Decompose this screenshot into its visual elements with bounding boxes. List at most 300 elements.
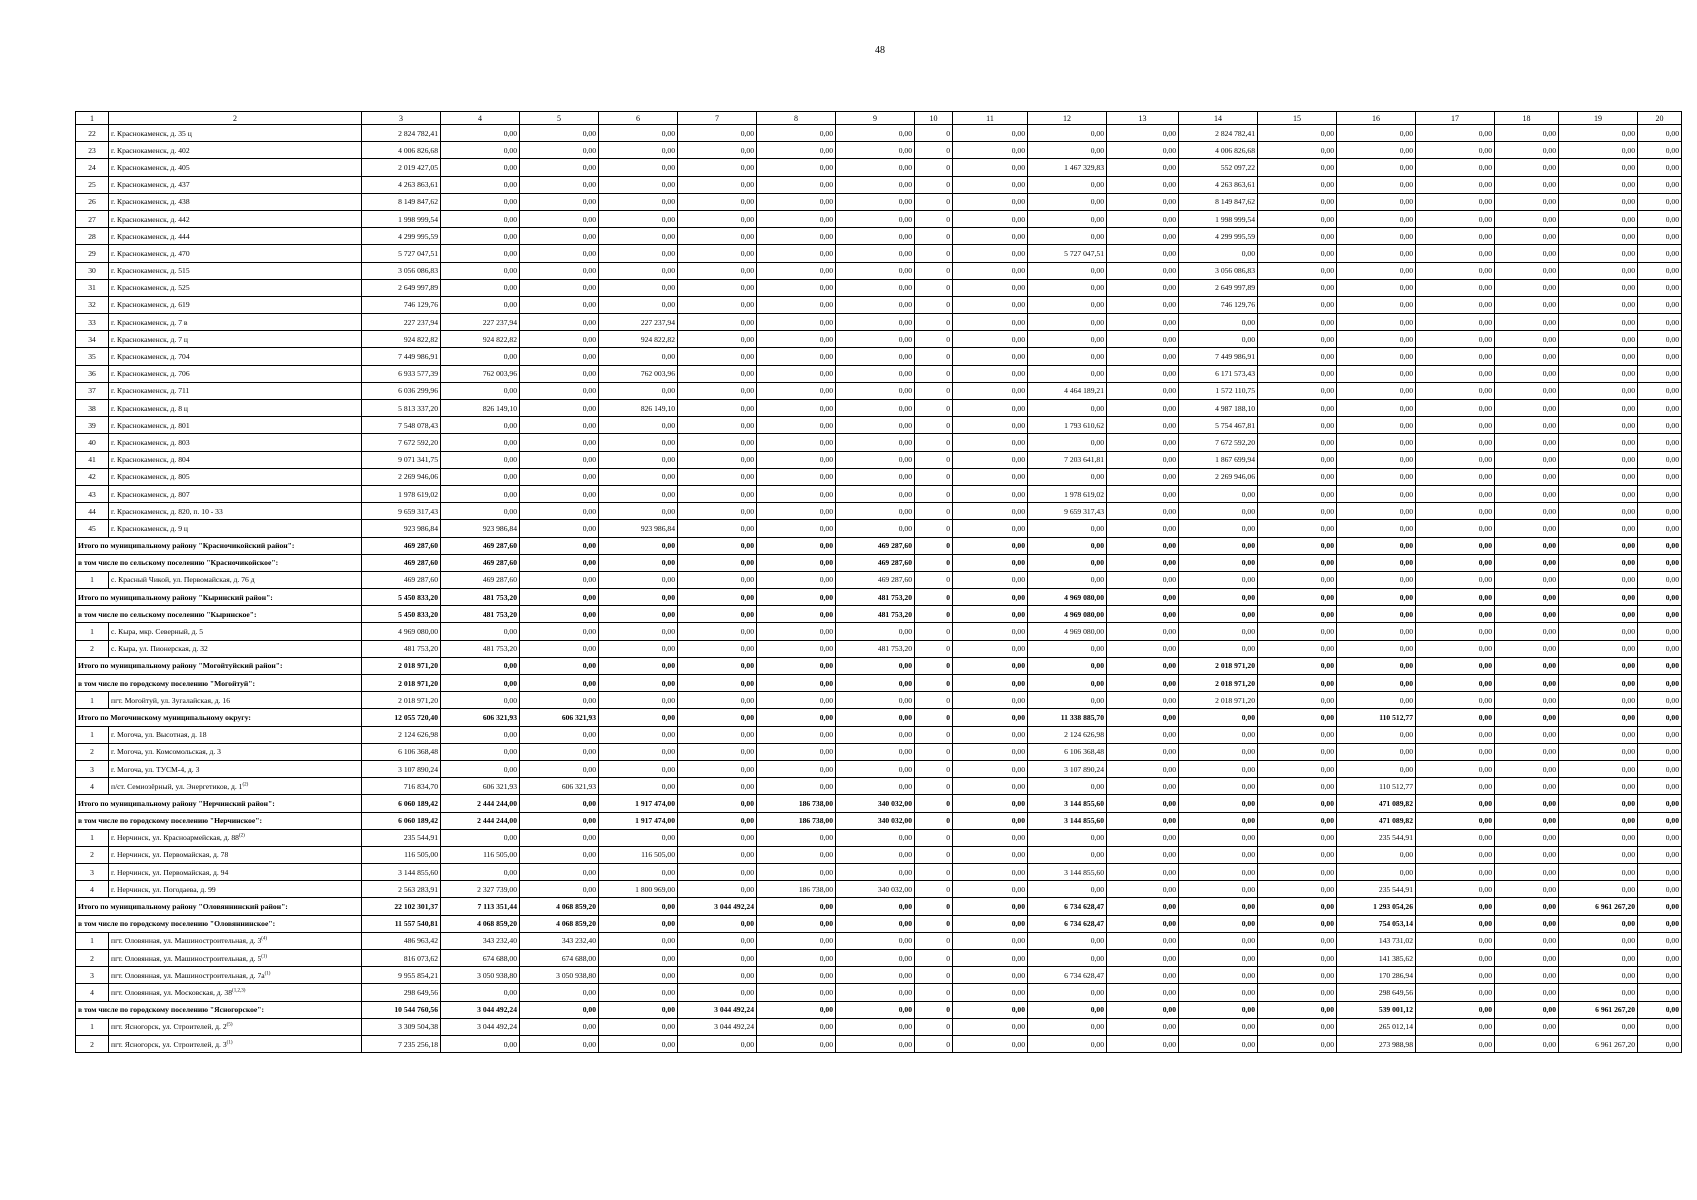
amount-cell: 0,00 (520, 434, 599, 451)
address-cell (109, 193, 362, 210)
amount-cell: 0,00 (1495, 468, 1559, 485)
address-text: г. Краснокаменск, д. 470 (111, 248, 190, 258)
amount-cell: 0,00 (1416, 262, 1495, 279)
amount-cell: 0,00 (678, 726, 757, 743)
table-row (76, 829, 1682, 846)
amount-cell: 0,00 (953, 623, 1028, 640)
amount-cell: 0,00 (1107, 348, 1179, 365)
amount-cell: 0,00 (1337, 365, 1416, 382)
amount-cell: 6 933 577,39 (362, 365, 441, 382)
amount-cell: 170 286,94 (1337, 967, 1416, 984)
amount-cell: 227 237,94 (362, 314, 441, 331)
amount-cell: 0,00 (757, 142, 836, 159)
amount-cell: 0,00 (1495, 778, 1559, 795)
address-text: с. Кыра, ул. Пионерская, д. 32 (111, 644, 208, 654)
amount-cell: 0,00 (953, 950, 1028, 967)
amount-cell: 0 (915, 898, 953, 915)
amount-cell: 9 659 317,43 (362, 503, 441, 520)
amount-cell: 0,00 (520, 468, 599, 485)
amount-cell: 0,00 (678, 950, 757, 967)
amount-cell: 340 032,00 (836, 881, 915, 898)
amount-cell: 0,00 (441, 434, 520, 451)
amount-cell: 0,00 (441, 657, 520, 674)
table-row (76, 623, 1682, 640)
amount-cell: 2 269 946,06 (1179, 468, 1258, 485)
amount-cell: 0,00 (836, 485, 915, 502)
amount-cell: 343 232,40 (520, 932, 599, 949)
amount-cell: 0,00 (599, 743, 678, 760)
amount-cell: 1 917 474,00 (599, 795, 678, 812)
amount-cell: 1 998 999,54 (1179, 210, 1258, 227)
amount-cell: 0,00 (1107, 571, 1179, 588)
amount-cell: 0,00 (1107, 950, 1179, 967)
amount-cell: 0,00 (757, 1035, 836, 1052)
address-cell (109, 262, 362, 279)
amount-cell: 0,00 (757, 296, 836, 313)
amount-cell: 0 (915, 210, 953, 227)
amount-cell: 0,00 (1638, 210, 1682, 227)
table-row (76, 1035, 1682, 1052)
amount-cell: 0,00 (1638, 950, 1682, 967)
row-number: 34 (76, 331, 109, 348)
address-cell (109, 950, 362, 967)
amount-cell: 0,00 (1179, 640, 1258, 657)
amount-cell: 0,00 (1638, 451, 1682, 468)
row-number: 43 (76, 485, 109, 502)
amount-cell: 0,00 (836, 778, 915, 795)
amount-cell: 0,00 (599, 898, 678, 915)
amount-cell: 0,00 (1179, 1035, 1258, 1052)
amount-cell: 0,00 (520, 881, 599, 898)
address-text: г. Краснокаменск, д. 35 ц (111, 128, 192, 138)
amount-cell: 0,00 (1638, 657, 1682, 674)
amount-cell: 0,00 (1337, 640, 1416, 657)
amount-cell: 0,00 (1258, 503, 1337, 520)
amount-cell: 0,00 (1416, 743, 1495, 760)
amount-cell: 0,00 (1258, 159, 1337, 176)
amount-cell: 0,00 (520, 726, 599, 743)
subtotal-row (76, 1001, 1682, 1018)
amount-cell: 0 (915, 314, 953, 331)
amount-cell: 0,00 (757, 571, 836, 588)
amount-cell: 0,00 (836, 400, 915, 417)
amount-cell: 0,00 (1179, 881, 1258, 898)
amount-cell: 0,00 (599, 262, 678, 279)
amount-cell: 0,00 (1416, 554, 1495, 571)
amount-cell: 0 (915, 365, 953, 382)
amount-cell: 0,00 (836, 159, 915, 176)
amount-cell: 0,00 (757, 760, 836, 777)
amount-cell: 0,00 (1495, 554, 1559, 571)
amount-cell: 0,00 (678, 228, 757, 245)
amount-cell: 0,00 (441, 296, 520, 313)
amount-cell: 6 060 189,42 (362, 812, 441, 829)
amount-cell: 273 988,98 (1337, 1035, 1416, 1052)
amount-cell: 0,00 (1107, 485, 1179, 502)
amount-cell: 754 053,14 (1337, 915, 1416, 932)
amount-cell: 0,00 (757, 829, 836, 846)
amount-cell: 0,00 (1416, 846, 1495, 863)
amount-cell: 0,00 (1638, 1001, 1682, 1018)
amount-cell: 924 822,82 (599, 331, 678, 348)
amount-cell: 0 (915, 778, 953, 795)
amount-cell: 0,00 (757, 468, 836, 485)
amount-cell: 0,00 (441, 1035, 520, 1052)
amount-cell: 0,00 (1495, 193, 1559, 210)
address-cell (109, 417, 362, 434)
amount-cell: 0,00 (836, 296, 915, 313)
amount-cell: 0,00 (953, 571, 1028, 588)
amount-cell: 0,00 (1559, 709, 1638, 726)
amount-cell: 1 293 054,26 (1337, 898, 1416, 915)
amount-cell: 0,00 (599, 950, 678, 967)
amount-cell: 0,00 (1559, 382, 1638, 399)
amount-cell: 0,00 (1559, 829, 1638, 846)
amount-cell: 0,00 (953, 279, 1028, 296)
amount-cell: 0,00 (1495, 382, 1559, 399)
amount-cell: 0,00 (1337, 296, 1416, 313)
address-text: г. Краснокаменск, д. 442 (111, 214, 190, 224)
amount-cell: 0,00 (520, 331, 599, 348)
amount-cell: 0,00 (1638, 365, 1682, 382)
amount-cell: 606 321,93 (520, 709, 599, 726)
amount-cell: 0 (915, 382, 953, 399)
amount-cell: 0,00 (520, 159, 599, 176)
amount-cell: 0,00 (1559, 142, 1638, 159)
amount-cell: 0,00 (441, 159, 520, 176)
amount-cell: 0,00 (953, 864, 1028, 881)
amount-cell: 0,00 (1258, 314, 1337, 331)
amount-cell: 0,00 (757, 176, 836, 193)
table-row (76, 331, 1682, 348)
amount-cell: 0,00 (953, 932, 1028, 949)
amount-cell: 0,00 (1638, 331, 1682, 348)
amount-cell: 0,00 (678, 657, 757, 674)
amount-cell: 0,00 (1638, 382, 1682, 399)
subtotal-row (76, 554, 1682, 571)
amount-cell: 0,00 (1559, 778, 1638, 795)
row-number: 39 (76, 417, 109, 434)
amount-cell: 0,00 (1638, 589, 1682, 606)
amount-cell: 0,00 (757, 932, 836, 949)
amount-cell: 7 449 986,91 (362, 348, 441, 365)
amount-cell: 7 449 986,91 (1179, 348, 1258, 365)
address-text: г. Могоча, ул. Комсомольская, д. 3 (111, 747, 221, 757)
row-number: 22 (76, 125, 109, 142)
amount-cell: 0,00 (1179, 1018, 1258, 1035)
amount-cell: 0 (915, 760, 953, 777)
amount-cell: 0,00 (836, 915, 915, 932)
amount-cell: 7 672 592,20 (1179, 434, 1258, 451)
amount-cell: 0,00 (1559, 228, 1638, 245)
amount-cell: 0,00 (1495, 365, 1559, 382)
amount-cell: 0,00 (678, 503, 757, 520)
amount-cell: 0,00 (1107, 400, 1179, 417)
amount-cell: 9 659 317,43 (1028, 503, 1107, 520)
amount-cell: 0,00 (1258, 193, 1337, 210)
row-number: 3 (76, 967, 109, 984)
amount-cell: 0,00 (520, 1018, 599, 1035)
amount-cell: 0,00 (1559, 434, 1638, 451)
column-number-cell: 3 (362, 112, 441, 125)
amount-cell: 0,00 (836, 760, 915, 777)
amount-cell: 0,00 (1107, 451, 1179, 468)
amount-cell: 0,00 (757, 262, 836, 279)
amount-cell: 0 (915, 554, 953, 571)
amount-cell: 0 (915, 468, 953, 485)
table-row (76, 365, 1682, 382)
amount-cell: 0,00 (1416, 606, 1495, 623)
amount-cell: 0,00 (1258, 296, 1337, 313)
row-number: 3 (76, 864, 109, 881)
amount-cell: 0,00 (1559, 932, 1638, 949)
amount-cell: 0,00 (1337, 657, 1416, 674)
amount-cell: 0,00 (1258, 984, 1337, 1001)
amount-cell: 2 649 997,89 (1179, 279, 1258, 296)
table-row (76, 210, 1682, 227)
amount-cell: 0,00 (1495, 675, 1559, 692)
amount-cell: 4 263 863,61 (1179, 176, 1258, 193)
amount-cell: 924 822,82 (362, 331, 441, 348)
footnote-marker: (5) (226, 1022, 233, 1028)
amount-cell: 0 (915, 503, 953, 520)
amount-cell: 0,00 (1416, 503, 1495, 520)
amount-cell: 0,00 (599, 451, 678, 468)
amount-cell: 0,00 (678, 846, 757, 863)
address-text: пгт. Оловянная, ул. Машиностроительная, д. 7а (111, 970, 265, 980)
amount-cell: 0 (915, 829, 953, 846)
amount-cell: 0,00 (836, 331, 915, 348)
amount-cell: 0,00 (1107, 743, 1179, 760)
amount-cell: 0,00 (1559, 795, 1638, 812)
amount-cell: 186 738,00 (757, 795, 836, 812)
amount-cell: 0,00 (1638, 1018, 1682, 1035)
amount-cell: 0,00 (1337, 245, 1416, 262)
row-number: 1 (76, 829, 109, 846)
amount-cell: 0 (915, 709, 953, 726)
subtotal-label: Итого по Могочинскому муниципальному округу: (76, 709, 362, 726)
row-number: 4 (76, 778, 109, 795)
amount-cell: 0,00 (1258, 829, 1337, 846)
amount-cell: 0,00 (520, 829, 599, 846)
amount-cell: 4 006 826,68 (1179, 142, 1258, 159)
amount-cell: 0,00 (757, 864, 836, 881)
amount-cell: 0,00 (1559, 331, 1638, 348)
amount-cell: 0,00 (1416, 210, 1495, 227)
amount-cell: 0,00 (441, 485, 520, 502)
amount-cell: 0,00 (1559, 640, 1638, 657)
amount-cell: 0,00 (1258, 881, 1337, 898)
row-number: 45 (76, 520, 109, 537)
amount-cell: 0,00 (599, 589, 678, 606)
amount-cell: 606 321,93 (520, 778, 599, 795)
amount-cell: 0,00 (1495, 589, 1559, 606)
amount-cell: 0,00 (1416, 228, 1495, 245)
address-text: пгт. Оловянная, ул. Машиностроительная, д. 5 (111, 953, 262, 963)
amount-cell: 0,00 (1559, 881, 1638, 898)
amount-cell: 0,00 (836, 1018, 915, 1035)
amount-cell: 0,00 (953, 468, 1028, 485)
amount-cell: 0,00 (757, 743, 836, 760)
amount-cell: 0,00 (678, 193, 757, 210)
amount-cell: 0,00 (953, 898, 1028, 915)
address-cell (109, 1018, 362, 1035)
amount-cell: 0,00 (1638, 417, 1682, 434)
amount-cell: 0,00 (836, 245, 915, 262)
amount-cell: 0,00 (1028, 365, 1107, 382)
footnote-marker: (2) (242, 782, 249, 788)
row-number: 3 (76, 760, 109, 777)
subtotal-row (76, 657, 1682, 674)
amount-cell: 0,00 (599, 606, 678, 623)
address-text: г. Краснокаменск, д. 525 (111, 283, 190, 293)
amount-cell: 0,00 (1416, 760, 1495, 777)
amount-cell: 0,00 (757, 485, 836, 502)
subtotal-label: в том числе по сельскому поселению "Кыринское": (76, 606, 362, 623)
amount-cell: 0,00 (836, 898, 915, 915)
address-text: с. Красный Чикой, ул. Первомайская, д. 76 д (111, 575, 255, 585)
amount-cell: 0,00 (678, 262, 757, 279)
amount-cell: 0,00 (953, 210, 1028, 227)
amount-cell: 0,00 (1107, 606, 1179, 623)
amount-cell: 0,00 (1495, 709, 1559, 726)
amount-cell: 0,00 (953, 417, 1028, 434)
amount-cell: 0,00 (1028, 434, 1107, 451)
amount-cell: 0 (915, 245, 953, 262)
amount-cell: 235 544,91 (1337, 829, 1416, 846)
amount-cell: 469 287,60 (441, 571, 520, 588)
amount-cell: 0,00 (678, 589, 757, 606)
amount-cell: 0,00 (678, 159, 757, 176)
amount-cell: 0,00 (757, 331, 836, 348)
amount-cell: 0,00 (836, 228, 915, 245)
amount-cell: 0,00 (1416, 451, 1495, 468)
address-cell (109, 176, 362, 193)
amount-cell: 143 731,02 (1337, 932, 1416, 949)
column-number-cell: 5 (520, 112, 599, 125)
amount-cell: 0,00 (1495, 795, 1559, 812)
amount-cell: 0,00 (1107, 657, 1179, 674)
amount-cell: 0,00 (599, 348, 678, 365)
amount-cell: 0,00 (1416, 657, 1495, 674)
amount-cell: 0,00 (1258, 142, 1337, 159)
subtotal-label: в том числе по городскому поселению "Нерчинское": (76, 812, 362, 829)
amount-cell: 0,00 (1337, 451, 1416, 468)
amount-cell: 0,00 (678, 743, 757, 760)
amount-cell: 2 269 946,06 (362, 468, 441, 485)
amount-cell: 0,00 (1179, 589, 1258, 606)
amount-cell: 0,00 (1107, 417, 1179, 434)
amount-cell: 0,00 (1028, 932, 1107, 949)
amount-cell: 0,00 (1258, 915, 1337, 932)
amount-cell: 0,00 (757, 382, 836, 399)
amount-cell: 0 (915, 812, 953, 829)
amount-cell: 0,00 (1495, 984, 1559, 1001)
row-number: 37 (76, 382, 109, 399)
amount-cell: 0,00 (1559, 606, 1638, 623)
table-row (76, 262, 1682, 279)
row-number: 2 (76, 950, 109, 967)
amount-cell: 0,00 (1028, 262, 1107, 279)
address-cell (109, 142, 362, 159)
amount-cell: 0,00 (1559, 503, 1638, 520)
subtotal-label: Итого по муниципальному району "Кыринский район": (76, 589, 362, 606)
subtotal-row (76, 606, 1682, 623)
amount-cell: 0,00 (953, 331, 1028, 348)
amount-cell: 0,00 (1638, 228, 1682, 245)
amount-cell: 0 (915, 623, 953, 640)
amount-cell: 0,00 (1028, 193, 1107, 210)
amount-cell: 0,00 (953, 640, 1028, 657)
amount-cell: 0,00 (1638, 279, 1682, 296)
amount-cell: 4 068 859,20 (441, 915, 520, 932)
amount-cell: 0,00 (678, 881, 757, 898)
address-text: г. Краснокаменск, д. 402 (111, 145, 190, 155)
amount-cell: 0,00 (1559, 485, 1638, 502)
address-text: г. Краснокаменск, д. 444 (111, 231, 190, 241)
amount-cell: 0,00 (599, 125, 678, 142)
amount-cell: 0,00 (1337, 434, 1416, 451)
amount-cell: 0,00 (953, 365, 1028, 382)
address-cell (109, 228, 362, 245)
amount-cell: 0,00 (1495, 520, 1559, 537)
amount-cell: 2 824 782,41 (1179, 125, 1258, 142)
amount-cell: 0,00 (1028, 881, 1107, 898)
amount-cell: 1 978 619,02 (362, 485, 441, 502)
amount-cell: 0,00 (953, 193, 1028, 210)
amount-cell: 1 867 699,94 (1179, 451, 1258, 468)
amount-cell: 6 961 267,20 (1559, 1035, 1638, 1052)
amount-cell: 0,00 (1258, 760, 1337, 777)
amount-cell: 0,00 (441, 692, 520, 709)
column-number-cell: 16 (1337, 112, 1416, 125)
table-row (76, 125, 1682, 142)
amount-cell: 0,00 (1495, 451, 1559, 468)
amount-cell: 0,00 (441, 503, 520, 520)
amount-cell: 674 688,00 (441, 950, 520, 967)
amount-cell: 5 727 047,51 (362, 245, 441, 262)
amount-cell: 0,00 (1638, 142, 1682, 159)
amount-cell: 1 917 474,00 (599, 812, 678, 829)
amount-cell: 0,00 (1107, 932, 1179, 949)
amount-cell: 0,00 (1495, 571, 1559, 588)
amount-cell: 0,00 (1638, 520, 1682, 537)
amount-cell: 0,00 (1179, 485, 1258, 502)
amount-cell: 0 (915, 795, 953, 812)
amount-cell: 0 (915, 520, 953, 537)
amount-cell: 0 (915, 589, 953, 606)
amount-cell: 0,00 (953, 245, 1028, 262)
amount-cell: 0,00 (599, 296, 678, 313)
amount-cell: 0,00 (1559, 692, 1638, 709)
amount-cell: 3 144 855,60 (362, 864, 441, 881)
amount-cell: 6 961 267,20 (1559, 1001, 1638, 1018)
amount-cell: 0 (915, 537, 953, 554)
amount-cell: 0,00 (953, 743, 1028, 760)
table-body (76, 112, 1682, 1053)
address-cell (109, 245, 362, 262)
amount-cell: 0,00 (1495, 537, 1559, 554)
amount-cell: 3 050 938,80 (520, 967, 599, 984)
amount-cell: 746 129,76 (1179, 296, 1258, 313)
subtotal-row (76, 709, 1682, 726)
amount-cell: 0,00 (1559, 571, 1638, 588)
amount-cell: 0,00 (1028, 228, 1107, 245)
row-number: 2 (76, 846, 109, 863)
amount-cell: 0,00 (599, 932, 678, 949)
amount-cell: 0,00 (441, 984, 520, 1001)
amount-cell: 0 (915, 176, 953, 193)
